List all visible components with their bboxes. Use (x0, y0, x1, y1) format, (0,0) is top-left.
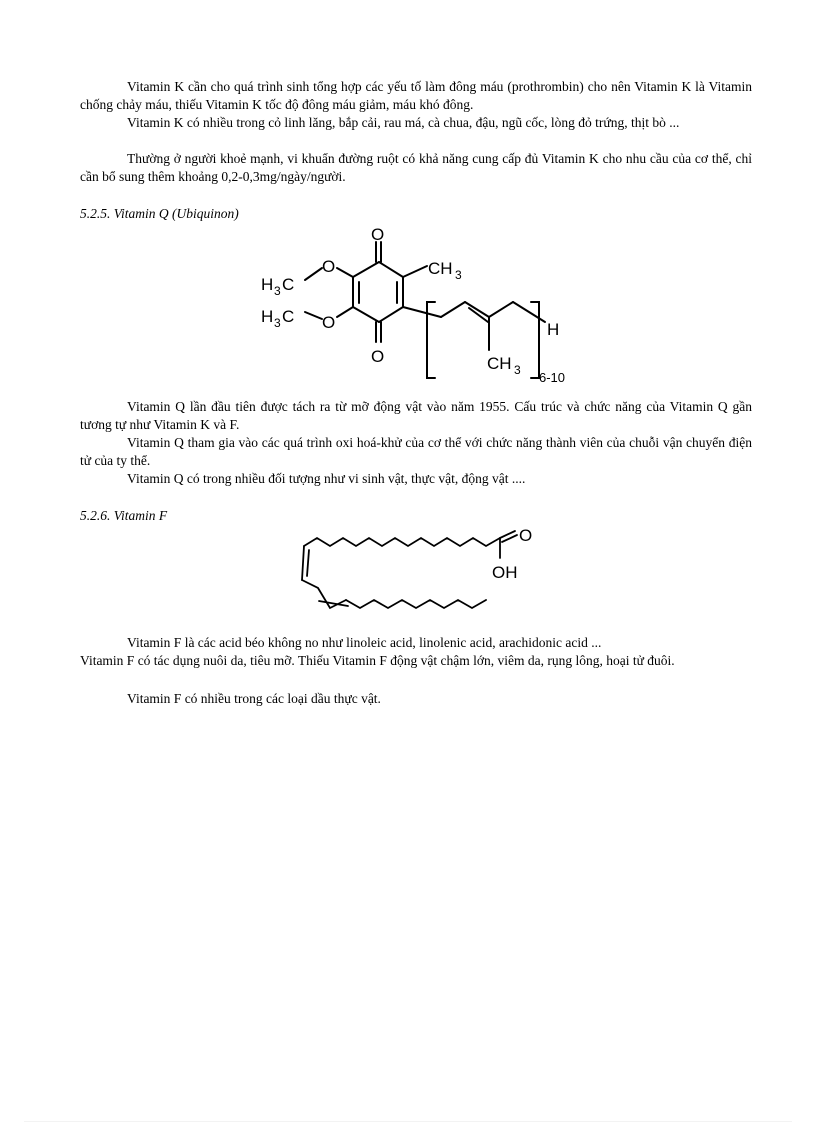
page-bottom-rule (24, 1121, 792, 1122)
methoxy-oxygen-1: O (322, 257, 336, 276)
carbonyl-oxygen-bottom: O (371, 347, 385, 366)
methyl-label-2-sub: 3 (274, 316, 281, 330)
paragraph-vitamin-f-definition: Vitamin F là các acid béo không no như linoleic acid, linolenic acid, arachidonic acid ... (127, 635, 602, 650)
chain-methyl-ch: CH (487, 354, 512, 373)
fatty-acid-structure (290, 522, 540, 627)
paragraph-vitamin-f-sources: Vitamin F có nhiều trong các loại dầu thực vật. (127, 691, 381, 706)
ring-methyl-ch: CH (428, 259, 453, 278)
heading-vitamin-q: 5.2.5. Vitamin Q (Ubiquinon) (80, 206, 239, 221)
paragraph-vitamin-q-function: Vitamin Q tham gia vào các quá trình oxi hoá-khử của cơ thể với chức năng thành viên của chuỗi vận chuyển điện tử của ty thể. (80, 435, 752, 468)
ubiquinone-structure (255, 222, 585, 387)
methyl-label-2-h: H (261, 307, 274, 326)
methyl-label-1-c: C (282, 275, 295, 294)
methyl-label-1-h: H (261, 275, 274, 294)
heading-vitamin-f: 5.2.6. Vitamin F (80, 508, 168, 523)
methoxy-oxygen-2: O (322, 313, 336, 332)
repeat-count: 6-10 (539, 370, 566, 385)
methyl-label-2-c: C (282, 307, 295, 326)
paragraph-vitamin-k-sources: Vitamin K có nhiều trong cỏ linh lăng, bắp cải, rau má, cà chua, đậu, ngũ cốc, lòng đỏ trứng, thịt bò ... (127, 115, 680, 130)
paragraph-vitamin-k-clotting: Vitamin K cần cho quá trình sinh tổng hợp các yếu tố làm đông máu (prothrombin) cho nên Vitamin K là Vitamin chống chảy máu, thiếu Vitamin K tốc độ đông máu giảm, máu khó đông. (80, 79, 752, 112)
methyl-label-1-sub: 3 (274, 284, 281, 298)
paragraph-vitamin-q-sources: Vitamin Q có trong nhiều đối tượng như vi sinh vật, thực vật, động vật .... (127, 471, 526, 486)
paragraph-vitamin-k-bacteria: Thường ở người khoẻ mạnh, vi khuẩn đường ruột có khả năng cung cấp đủ Vitamin K cho nhu cầu của cơ thể, chỉ cần bổ sung thêm khoảng 0,2-0,3mg/ngày/người. (80, 151, 752, 184)
acid-hydroxyl: OH (492, 563, 518, 582)
carbonyl-oxygen-top: O (371, 225, 385, 244)
chain-methyl-sub: 3 (514, 363, 521, 377)
terminal-hydrogen: H (547, 320, 560, 339)
acid-carbonyl-oxygen: O (519, 526, 533, 545)
ring-methyl-sub: 3 (455, 268, 462, 282)
paragraph-vitamin-f-effects: Vitamin F có tác dụng nuôi da, tiêu mỡ. Thiếu Vitamin F động vật chậm lớn, viêm da, rụng lông, hoại tử đuôi. (80, 653, 675, 668)
paragraph-vitamin-q-history: Vitamin Q lần đầu tiên được tách ra từ mỡ động vật vào năm 1955. Cấu trúc và chức năng của Vitamin Q gần tương tự như Vitamin K và F. (80, 399, 752, 432)
